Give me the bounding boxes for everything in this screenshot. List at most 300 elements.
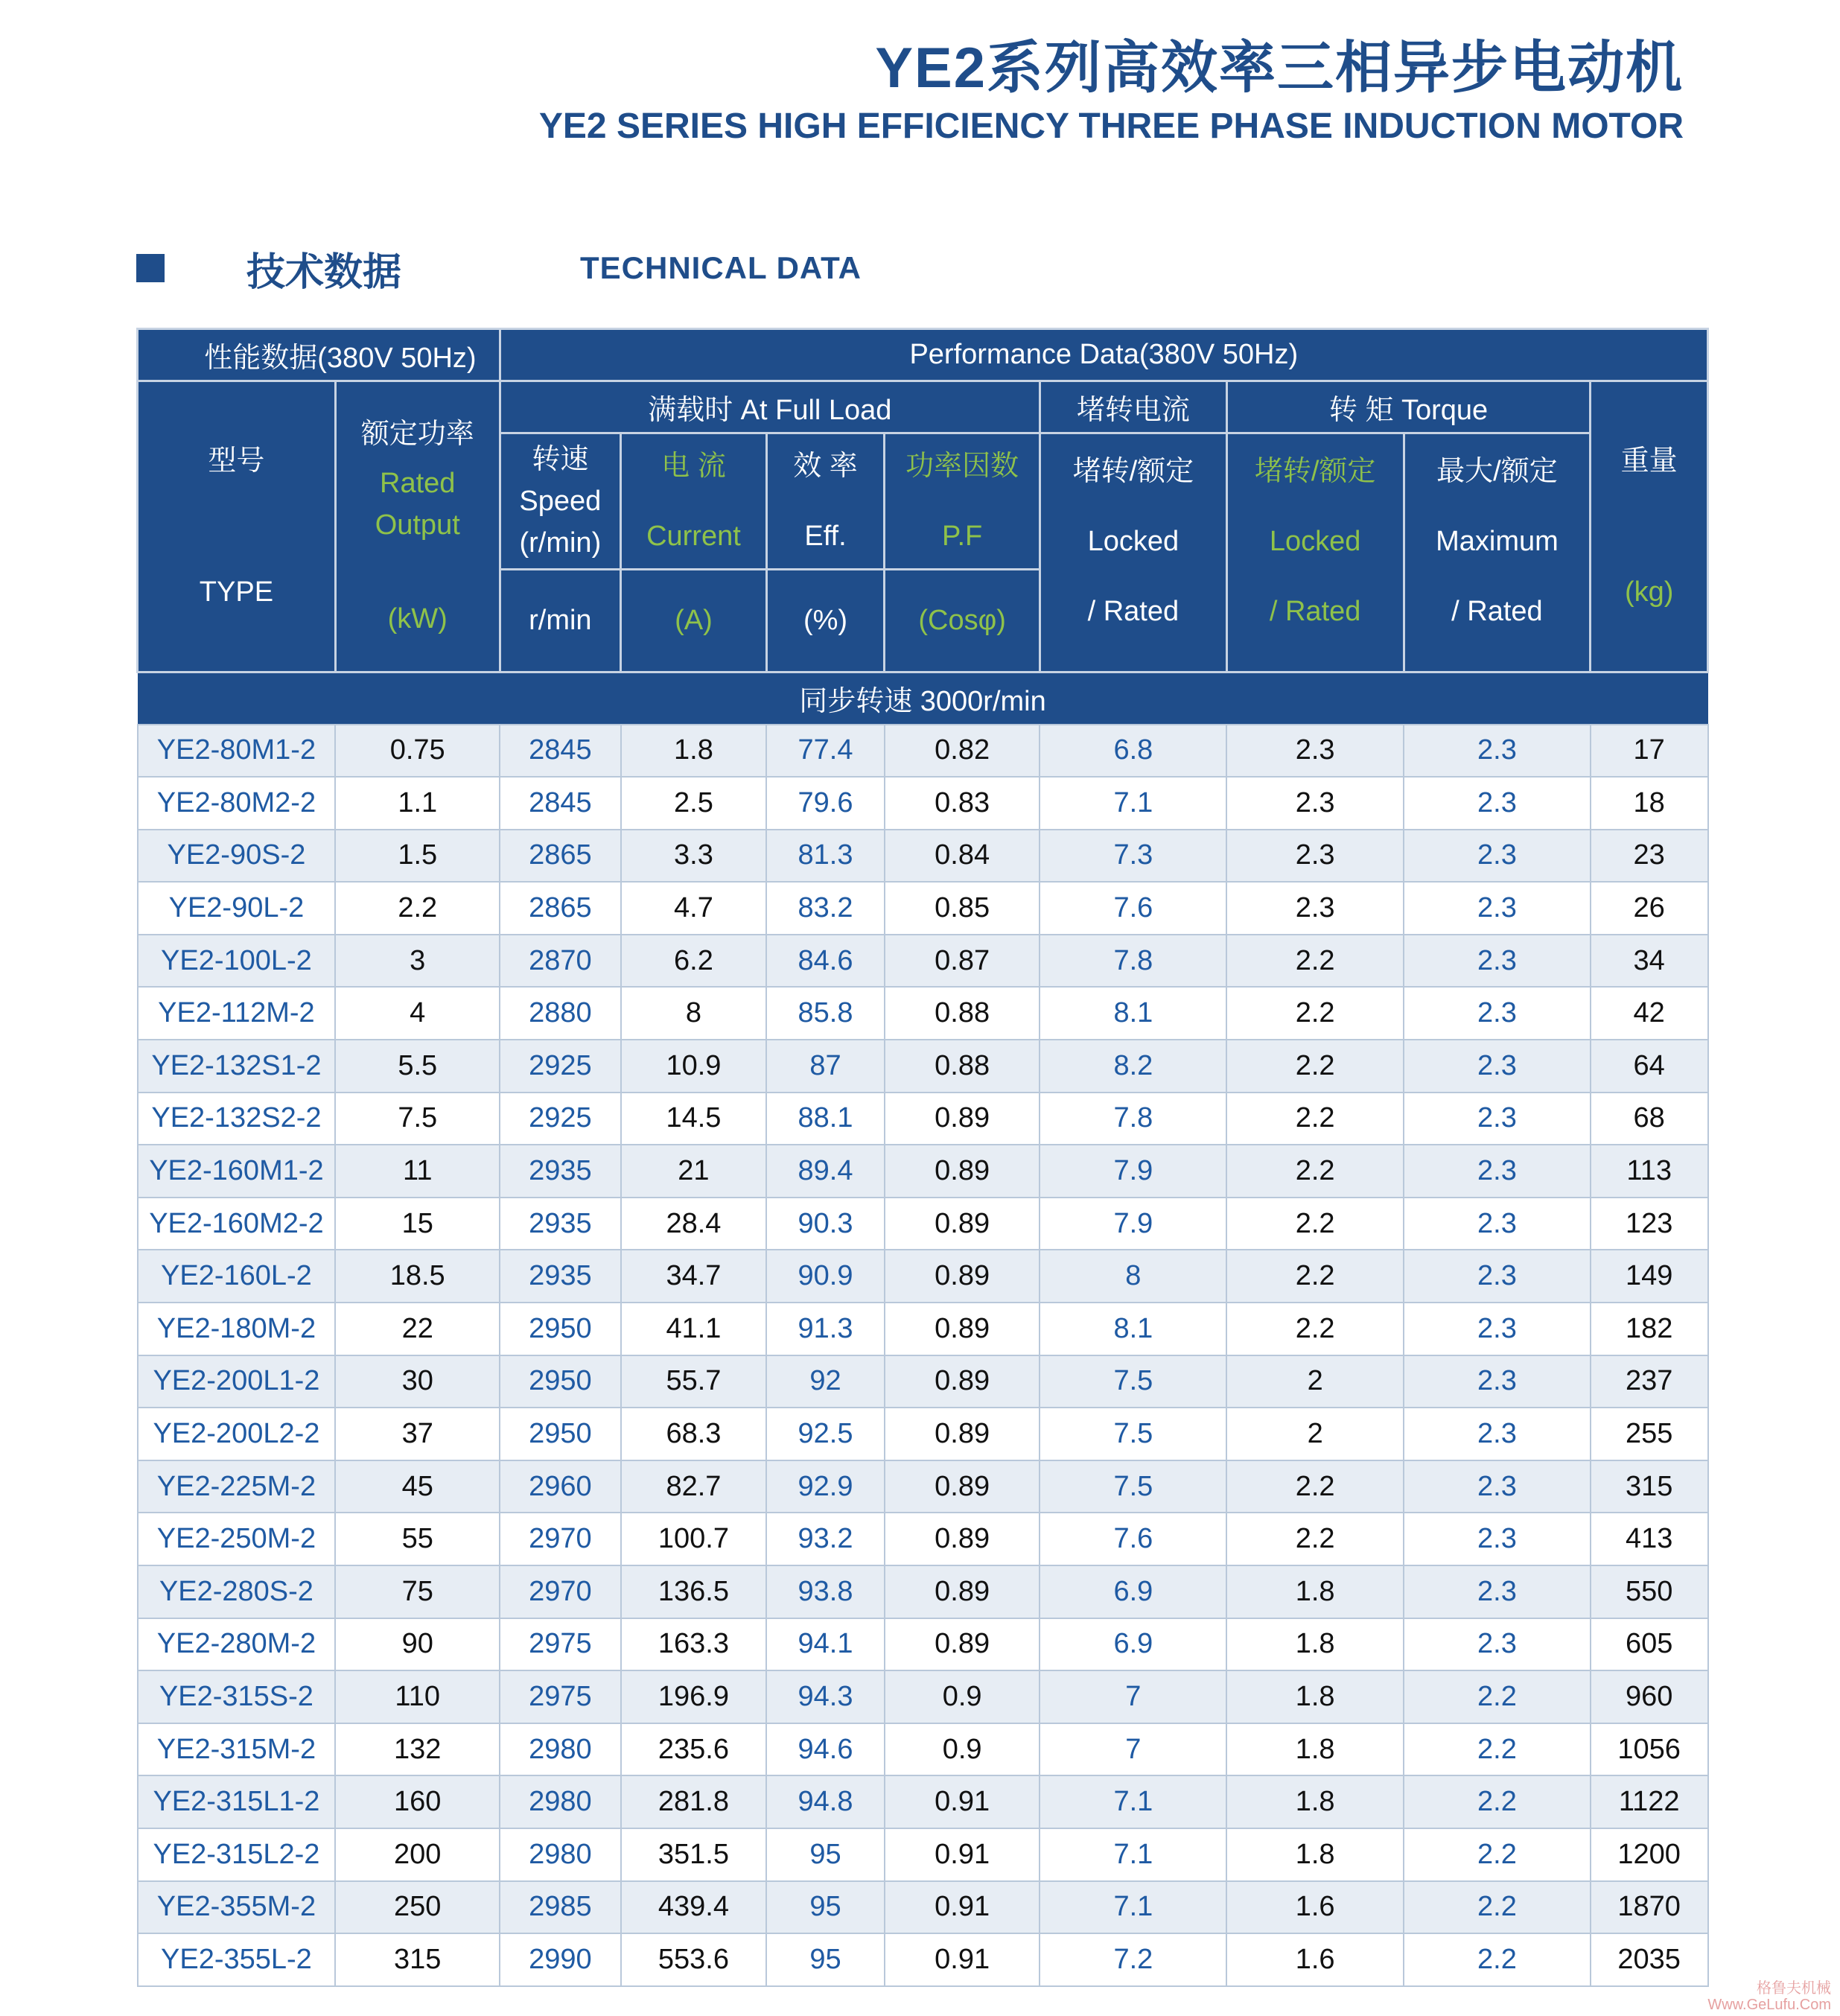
cell-rated-output: 3 — [335, 935, 500, 988]
cell-locked-current: 7.6 — [1040, 882, 1226, 935]
cell-weight: 1056 — [1591, 1723, 1708, 1776]
cell-locked-torque: 1.8 — [1226, 1565, 1404, 1618]
cell-speed: 2845 — [500, 725, 621, 778]
cell-power-factor: 0.82 — [885, 725, 1040, 778]
header-efficiency — [766, 433, 885, 570]
cell-max-torque: 2.3 — [1404, 1093, 1591, 1145]
cell-efficiency: 79.6 — [766, 777, 885, 830]
table-row — [138, 1303, 1708, 1355]
cell-current: 21 — [621, 1145, 767, 1198]
cell-efficiency: 94.8 — [766, 1775, 885, 1828]
cell-locked-current: 7.1 — [1040, 1828, 1226, 1881]
cell-current: 235.6 — [621, 1723, 767, 1776]
header-eff-en: Eff. — [804, 521, 847, 552]
header-row-groups — [138, 381, 1708, 433]
cell-power-factor: 0.83 — [885, 777, 1040, 830]
cell-max-torque: 2.3 — [1404, 830, 1591, 883]
cell-speed: 2970 — [500, 1565, 621, 1618]
cell-current: 6.2 — [621, 935, 767, 988]
table-body — [138, 725, 1708, 1986]
cell-weight: 1200 — [1591, 1828, 1708, 1881]
header-power-factor — [885, 433, 1040, 570]
cell-power-factor: 0.91 — [885, 1828, 1040, 1881]
cell-type: YE2-90S-2 — [138, 830, 336, 883]
cell-efficiency: 93.8 — [766, 1565, 885, 1618]
header-current-cn: 电 流 — [661, 451, 726, 482]
cell-weight: 149 — [1591, 1250, 1708, 1303]
cell-speed: 2980 — [500, 1828, 621, 1881]
header-max-torque-ratio — [1404, 433, 1591, 672]
cell-max-torque: 2.3 — [1404, 1408, 1591, 1460]
cell-efficiency: 95 — [766, 1881, 885, 1934]
cell-efficiency: 84.6 — [766, 935, 885, 988]
cell-current: 55.7 — [621, 1355, 767, 1408]
cell-efficiency: 85.8 — [766, 987, 885, 1040]
cell-locked-current: 7.1 — [1040, 1775, 1226, 1828]
cell-current: 4.7 — [621, 882, 767, 935]
cell-power-factor: 0.89 — [885, 1408, 1040, 1460]
cell-efficiency: 87 — [766, 1040, 885, 1093]
cell-current: 41.1 — [621, 1303, 767, 1355]
cell-locked-torque: 1.8 — [1226, 1828, 1404, 1881]
cell-max-torque: 2.3 — [1404, 1040, 1591, 1093]
cell-max-torque: 2.3 — [1404, 777, 1591, 830]
cell-speed: 2870 — [500, 935, 621, 988]
cell-weight: 605 — [1591, 1618, 1708, 1671]
header-current-unit: (A) — [621, 570, 767, 672]
header-locked-current: 堵转电流 — [1040, 381, 1226, 433]
header-pf-unit: (Cosφ) — [885, 570, 1040, 672]
cell-type: YE2-112M-2 — [138, 987, 336, 1040]
cell-speed: 2865 — [500, 830, 621, 883]
cell-locked-current: 7.5 — [1040, 1355, 1226, 1408]
cell-current: 439.4 — [621, 1881, 767, 1934]
cell-power-factor: 0.84 — [885, 830, 1040, 883]
cell-rated-output: 45 — [335, 1460, 500, 1513]
table-row — [138, 1723, 1708, 1776]
cell-current: 34.7 — [621, 1250, 767, 1303]
cell-rated-output: 75 — [335, 1565, 500, 1618]
table-row — [138, 777, 1708, 830]
cell-locked-current: 7 — [1040, 1723, 1226, 1776]
cell-current: 8 — [621, 987, 767, 1040]
cell-max-torque: 2.3 — [1404, 1303, 1591, 1355]
cell-weight: 17 — [1591, 725, 1708, 778]
cell-locked-torque: 1.8 — [1226, 1670, 1404, 1723]
section-heading — [136, 238, 862, 298]
table-row — [138, 882, 1708, 935]
cell-locked-torque: 2.2 — [1226, 935, 1404, 988]
table-row — [138, 1040, 1708, 1093]
table-row — [138, 1670, 1708, 1723]
cell-rated-output: 2.2 — [335, 882, 500, 935]
header-pf-cn: 功率因数 — [905, 451, 1019, 482]
cell-power-factor: 0.89 — [885, 1565, 1040, 1618]
cell-current: 82.7 — [621, 1460, 767, 1513]
header-lc-en1: Locked — [1087, 526, 1180, 557]
cell-locked-torque: 2.2 — [1226, 1198, 1404, 1250]
cell-weight: 255 — [1591, 1408, 1708, 1460]
page-title-cn — [875, 22, 1684, 104]
table-row — [138, 935, 1708, 988]
cell-power-factor: 0.89 — [885, 1303, 1040, 1355]
cell-power-factor: 0.91 — [885, 1881, 1040, 1934]
cell-type: YE2-180M-2 — [138, 1303, 336, 1355]
table-row — [138, 1460, 1708, 1513]
cell-locked-current: 8.1 — [1040, 987, 1226, 1040]
cell-rated-output: 315 — [335, 1933, 500, 1986]
header-lc-en2: / Rated — [1087, 596, 1180, 627]
cell-weight: 64 — [1591, 1040, 1708, 1093]
table-row — [138, 830, 1708, 883]
cell-power-factor: 0.91 — [885, 1933, 1040, 1986]
cell-max-torque: 2.3 — [1404, 987, 1591, 1040]
cell-speed: 2985 — [500, 1881, 621, 1934]
cell-power-factor: 0.89 — [885, 1198, 1040, 1250]
table-row — [138, 1145, 1708, 1198]
cell-power-factor: 0.89 — [885, 1513, 1040, 1565]
cell-locked-current: 6.9 — [1040, 1565, 1226, 1618]
cell-locked-torque: 1.6 — [1226, 1933, 1404, 1986]
cell-speed: 2950 — [500, 1303, 621, 1355]
table-row — [138, 1250, 1708, 1303]
table-row — [138, 725, 1708, 778]
header-full-load: 满载时 At Full Load — [500, 381, 1040, 433]
cell-locked-current: 7.6 — [1040, 1513, 1226, 1565]
cell-locked-current: 7.2 — [1040, 1933, 1226, 1986]
cell-weight: 18 — [1591, 777, 1708, 830]
header-current-en: Current — [646, 521, 741, 552]
cell-speed: 2935 — [500, 1250, 621, 1303]
cell-locked-current: 7.9 — [1040, 1198, 1226, 1250]
cell-locked-current: 6.9 — [1040, 1618, 1226, 1671]
cell-power-factor: 0.89 — [885, 1145, 1040, 1198]
header-performance-cn: 性能数据(380V 50Hz) — [138, 329, 500, 381]
cell-type: YE2-80M1-2 — [138, 725, 336, 778]
cell-power-factor: 0.89 — [885, 1460, 1040, 1513]
cell-current: 28.4 — [621, 1198, 767, 1250]
header-eff-cn: 效 率 — [793, 451, 858, 482]
section-title-en: TECHNICAL DATA — [580, 250, 862, 285]
cell-locked-torque: 2.2 — [1226, 987, 1404, 1040]
cell-weight: 68 — [1591, 1093, 1708, 1145]
header-mt-en1: Maximum — [1436, 526, 1559, 557]
cell-current: 351.5 — [621, 1828, 767, 1881]
header-lt-cn: 堵转/额定 — [1254, 456, 1376, 487]
cell-power-factor: 0.89 — [885, 1250, 1040, 1303]
cell-rated-output: 37 — [335, 1408, 500, 1460]
header-type-cn: 型号 — [208, 445, 265, 477]
cell-weight: 237 — [1591, 1355, 1708, 1408]
cell-power-factor: 0.89 — [885, 1618, 1040, 1671]
cell-rated-output: 11 — [335, 1145, 500, 1198]
header-output-en2: Output — [375, 509, 460, 541]
cell-efficiency: 89.4 — [766, 1145, 885, 1198]
cell-power-factor: 0.91 — [885, 1775, 1040, 1828]
header-current — [621, 433, 767, 570]
cell-weight: 1870 — [1591, 1881, 1708, 1934]
cell-locked-current: 6.8 — [1040, 725, 1226, 778]
cell-locked-current: 7.1 — [1040, 1881, 1226, 1934]
header-lt-en1: Locked — [1269, 526, 1361, 557]
header-output-en1: Rated — [380, 468, 456, 499]
header-eff-unit: (%) — [766, 570, 885, 672]
header-torque: 转 矩 Torque — [1226, 381, 1591, 433]
cell-max-torque: 2.2 — [1404, 1723, 1591, 1776]
cell-locked-torque: 2.3 — [1226, 830, 1404, 883]
cell-weight: 182 — [1591, 1303, 1708, 1355]
cell-locked-torque: 2.3 — [1226, 882, 1404, 935]
header-speed-unit: r/min — [500, 570, 621, 672]
cell-current: 136.5 — [621, 1565, 767, 1618]
cell-current: 10.9 — [621, 1040, 767, 1093]
cell-type: YE2-250M-2 — [138, 1513, 336, 1565]
cell-rated-output: 18.5 — [335, 1250, 500, 1303]
cell-type: YE2-132S1-2 — [138, 1040, 336, 1093]
table-row — [138, 987, 1708, 1040]
cell-locked-torque: 2.2 — [1226, 1460, 1404, 1513]
header-type — [138, 381, 336, 672]
cell-weight: 550 — [1591, 1565, 1708, 1618]
cell-weight: 23 — [1591, 830, 1708, 883]
header-row-performance — [138, 329, 1708, 381]
cell-efficiency: 92.5 — [766, 1408, 885, 1460]
cell-locked-torque: 2.3 — [1226, 777, 1404, 830]
cell-rated-output: 160 — [335, 1775, 500, 1828]
cell-speed: 2950 — [500, 1408, 621, 1460]
title-cn-text: 系列高效率三相异步电动机 — [987, 36, 1684, 100]
cell-locked-current: 8.2 — [1040, 1040, 1226, 1093]
cell-locked-current: 7.5 — [1040, 1460, 1226, 1513]
cell-locked-torque: 1.8 — [1226, 1618, 1404, 1671]
cell-locked-torque: 1.8 — [1226, 1775, 1404, 1828]
cell-locked-torque: 2.2 — [1226, 1145, 1404, 1198]
cell-speed: 2980 — [500, 1775, 621, 1828]
cell-max-torque: 2.2 — [1404, 1670, 1591, 1723]
cell-locked-torque: 2.2 — [1226, 1513, 1404, 1565]
cell-type: YE2-315M-2 — [138, 1723, 336, 1776]
cell-rated-output: 1.1 — [335, 777, 500, 830]
header-locked-current-ratio — [1040, 433, 1226, 672]
header-speed-cn: 转速 — [532, 444, 589, 475]
cell-locked-current: 7.3 — [1040, 830, 1226, 883]
header-rated-output — [335, 381, 500, 672]
header-speed-unit-top: (r/min) — [519, 527, 602, 559]
cell-current: 14.5 — [621, 1093, 767, 1145]
cell-locked-torque: 2.2 — [1226, 1250, 1404, 1303]
cell-type: YE2-90L-2 — [138, 882, 336, 935]
cell-efficiency: 88.1 — [766, 1093, 885, 1145]
watermark-line2: Www.GeLufu.Com — [1707, 1997, 1831, 2013]
cell-speed: 2845 — [500, 777, 621, 830]
table-row — [138, 1565, 1708, 1618]
cell-efficiency: 90.3 — [766, 1198, 885, 1250]
cell-locked-current: 7.8 — [1040, 1093, 1226, 1145]
cell-power-factor: 0.9 — [885, 1670, 1040, 1723]
cell-efficiency: 83.2 — [766, 882, 885, 935]
cell-max-torque: 2.2 — [1404, 1775, 1591, 1828]
cell-current: 3.3 — [621, 830, 767, 883]
cell-rated-output: 55 — [335, 1513, 500, 1565]
cell-efficiency: 91.3 — [766, 1303, 885, 1355]
cell-efficiency: 95 — [766, 1933, 885, 1986]
cell-type: YE2-315L1-2 — [138, 1775, 336, 1828]
sync-speed-label: 同步转速 3000r/min — [138, 672, 1708, 725]
cell-power-factor: 0.88 — [885, 1040, 1040, 1093]
cell-rated-output: 90 — [335, 1618, 500, 1671]
cell-rated-output: 15 — [335, 1198, 500, 1250]
cell-current: 68.3 — [621, 1408, 767, 1460]
header-mt-cn: 最大/额定 — [1436, 456, 1558, 487]
cell-power-factor: 0.88 — [885, 987, 1040, 1040]
cell-type: YE2-280M-2 — [138, 1618, 336, 1671]
cell-locked-torque: 1.8 — [1226, 1723, 1404, 1776]
cell-speed: 2990 — [500, 1933, 621, 1986]
cell-power-factor: 0.85 — [885, 882, 1040, 935]
cell-speed: 2975 — [500, 1670, 621, 1723]
cell-rated-output: 132 — [335, 1723, 500, 1776]
cell-locked-current: 7.8 — [1040, 935, 1226, 988]
cell-rated-output: 7.5 — [335, 1093, 500, 1145]
cell-weight: 413 — [1591, 1513, 1708, 1565]
cell-weight: 42 — [1591, 987, 1708, 1040]
sync-speed-row — [138, 672, 1708, 725]
watermark — [1707, 1980, 1831, 2013]
cell-speed: 2925 — [500, 1093, 621, 1145]
header-mt-en2: / Rated — [1451, 596, 1543, 627]
cell-current: 2.5 — [621, 777, 767, 830]
cell-locked-torque: 2.3 — [1226, 725, 1404, 778]
cell-efficiency: 95 — [766, 1828, 885, 1881]
cell-max-torque: 2.3 — [1404, 1355, 1591, 1408]
cell-power-factor: 0.89 — [885, 1355, 1040, 1408]
cell-speed: 2950 — [500, 1355, 621, 1408]
cell-max-torque: 2.3 — [1404, 725, 1591, 778]
cell-efficiency: 90.9 — [766, 1250, 885, 1303]
cell-locked-torque: 2.2 — [1226, 1093, 1404, 1145]
cell-speed: 2980 — [500, 1723, 621, 1776]
cell-max-torque: 2.3 — [1404, 1565, 1591, 1618]
table-row — [138, 1198, 1708, 1250]
header-weight — [1591, 381, 1708, 672]
cell-current: 100.7 — [621, 1513, 767, 1565]
cell-locked-current: 8 — [1040, 1250, 1226, 1303]
header-weight-cn: 重量 — [1620, 445, 1678, 477]
cell-speed: 2975 — [500, 1618, 621, 1671]
cell-efficiency: 94.3 — [766, 1670, 885, 1723]
cell-max-torque: 2.2 — [1404, 1881, 1591, 1934]
cell-power-factor: 0.89 — [885, 1093, 1040, 1145]
cell-weight: 26 — [1591, 882, 1708, 935]
cell-efficiency: 81.3 — [766, 830, 885, 883]
cell-current: 1.8 — [621, 725, 767, 778]
cell-locked-current: 7.9 — [1040, 1145, 1226, 1198]
cell-efficiency: 77.4 — [766, 725, 885, 778]
cell-type: YE2-100L-2 — [138, 935, 336, 988]
cell-speed: 2880 — [500, 987, 621, 1040]
cell-rated-output: 250 — [335, 1881, 500, 1934]
cell-max-torque: 2.3 — [1404, 1250, 1591, 1303]
cell-current: 281.8 — [621, 1775, 767, 1828]
cell-current: 196.9 — [621, 1670, 767, 1723]
cell-rated-output: 200 — [335, 1828, 500, 1881]
header-speed — [500, 433, 621, 570]
cell-rated-output: 1.5 — [335, 830, 500, 883]
cell-type: YE2-280S-2 — [138, 1565, 336, 1618]
cell-efficiency: 93.2 — [766, 1513, 885, 1565]
cell-efficiency: 92 — [766, 1355, 885, 1408]
cell-max-torque: 2.3 — [1404, 1618, 1591, 1671]
cell-efficiency: 94.6 — [766, 1723, 885, 1776]
cell-locked-current: 7.5 — [1040, 1408, 1226, 1460]
header-lc-cn: 堵转/额定 — [1072, 456, 1194, 487]
cell-type: YE2-200L1-2 — [138, 1355, 336, 1408]
cell-speed: 2935 — [500, 1198, 621, 1250]
header-type-en: TYPE — [199, 576, 274, 608]
cell-current: 553.6 — [621, 1933, 767, 1986]
watermark-line1: 格鲁夫机械 — [1757, 1980, 1831, 1997]
cell-locked-torque: 2 — [1226, 1355, 1404, 1408]
cell-rated-output: 5.5 — [335, 1040, 500, 1093]
cell-speed: 2960 — [500, 1460, 621, 1513]
cell-efficiency: 92.9 — [766, 1460, 885, 1513]
cell-max-torque: 2.3 — [1404, 882, 1591, 935]
header-output-cn: 额定功率 — [360, 419, 474, 450]
cell-type: YE2-160M1-2 — [138, 1145, 336, 1198]
cell-locked-current: 7.1 — [1040, 777, 1226, 830]
cell-current: 163.3 — [621, 1618, 767, 1671]
cell-speed: 2970 — [500, 1513, 621, 1565]
cell-weight: 960 — [1591, 1670, 1708, 1723]
cell-locked-torque: 2.2 — [1226, 1040, 1404, 1093]
cell-type: YE2-355L-2 — [138, 1933, 336, 1986]
cell-max-torque: 2.3 — [1404, 1145, 1591, 1198]
header-lt-en2: / Rated — [1269, 596, 1361, 627]
header-performance-en: Performance Data(380V 50Hz) — [500, 329, 1707, 381]
cell-power-factor: 0.87 — [885, 935, 1040, 988]
table-row — [138, 1355, 1708, 1408]
cell-weight: 113 — [1591, 1145, 1708, 1198]
cell-speed: 2935 — [500, 1145, 621, 1198]
header-output-unit: (kW) — [387, 603, 448, 635]
header-speed-en: Speed — [519, 486, 602, 517]
cell-efficiency: 94.1 — [766, 1618, 885, 1671]
table-row — [138, 1933, 1708, 1986]
technical-data-table — [136, 328, 1709, 1987]
cell-rated-output: 30 — [335, 1355, 500, 1408]
cell-rated-output: 0.75 — [335, 725, 500, 778]
table-row — [138, 1093, 1708, 1145]
cell-rated-output: 110 — [335, 1670, 500, 1723]
cell-type: YE2-160L-2 — [138, 1250, 336, 1303]
cell-rated-output: 4 — [335, 987, 500, 1040]
table-row — [138, 1513, 1708, 1565]
cell-weight: 123 — [1591, 1198, 1708, 1250]
cell-weight: 2035 — [1591, 1933, 1708, 1986]
header-locked-torque-ratio — [1226, 433, 1404, 672]
section-title-cn: 技术数据 — [246, 250, 402, 294]
cell-type: YE2-80M2-2 — [138, 777, 336, 830]
cell-locked-current: 7 — [1040, 1670, 1226, 1723]
table-row — [138, 1881, 1708, 1934]
cell-max-torque: 2.3 — [1404, 1460, 1591, 1513]
header-pf-en: P.F — [942, 521, 983, 552]
cell-type: YE2-315L2-2 — [138, 1828, 336, 1881]
cell-weight: 34 — [1591, 935, 1708, 988]
square-bullet-icon — [136, 254, 165, 282]
cell-max-torque: 2.3 — [1404, 935, 1591, 988]
cell-weight: 1122 — [1591, 1775, 1708, 1828]
